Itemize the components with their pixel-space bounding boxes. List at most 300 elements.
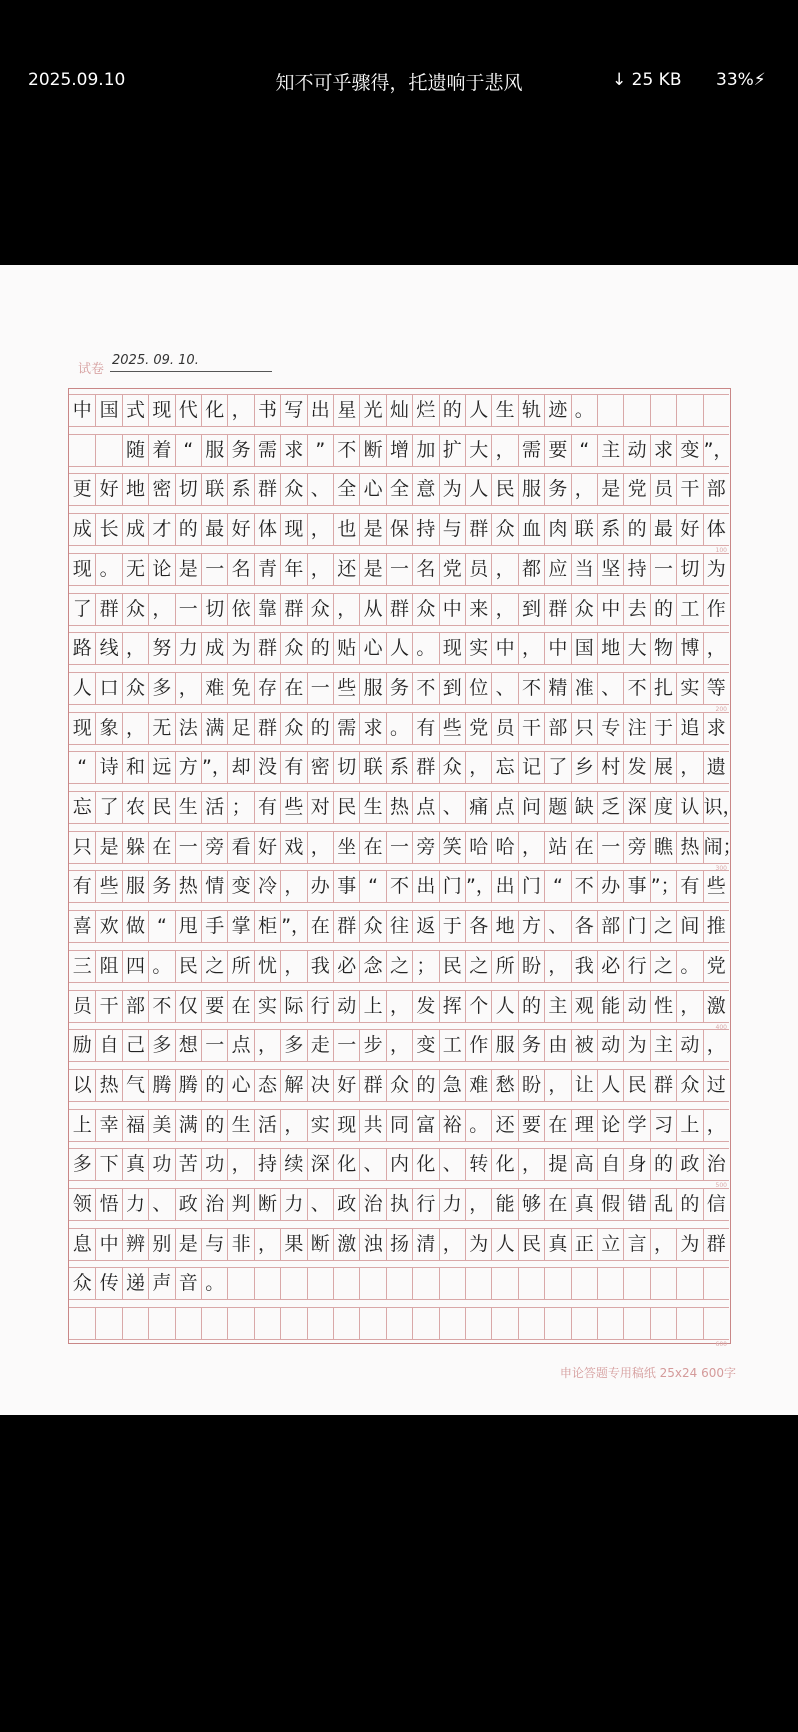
grid-cell: 是	[597, 474, 623, 505]
grid-cell	[254, 1308, 280, 1339]
grid-cell: 政	[175, 1189, 201, 1220]
grid-cell: 也	[333, 514, 359, 545]
grid-cell: 等	[703, 673, 729, 704]
grid-cell: 成	[122, 514, 148, 545]
grid-cell	[148, 1308, 174, 1339]
grid-cell: 中	[544, 633, 570, 664]
grid-cell: 群	[280, 594, 306, 625]
grid-cell: 众	[386, 1070, 412, 1101]
grid-cell: 保	[386, 514, 412, 545]
grid-cell: 在	[227, 991, 253, 1022]
grid-cell: 多	[148, 673, 174, 704]
grid-cell: 好	[227, 514, 253, 545]
grid-cell: 员	[465, 554, 491, 585]
grid-cell: 政	[333, 1189, 359, 1220]
grid-cell: 系	[597, 514, 623, 545]
grid-cell: 的	[201, 1070, 227, 1101]
grid-cell: 、	[439, 1149, 465, 1180]
grid-cell: 中	[439, 594, 465, 625]
grid-cell: 国	[95, 395, 121, 426]
grid-cell: 痛	[465, 792, 491, 823]
grid-cell: 人	[465, 395, 491, 426]
grid-cell: ，	[571, 474, 597, 505]
grid-cell: 力	[175, 633, 201, 664]
grid-cell: 化	[412, 1149, 438, 1180]
grid-cell: 好	[676, 514, 702, 545]
grid-cell: 众	[307, 594, 333, 625]
grid-cell: 断	[307, 1229, 333, 1260]
grid-cell: 去	[623, 594, 649, 625]
grid-cell: ，	[491, 594, 517, 625]
grid-cell: 群	[254, 713, 280, 744]
grid-cell: 点	[227, 1030, 253, 1061]
grid-cell: ，	[280, 951, 306, 982]
character-count-marker: 500	[715, 1182, 727, 1190]
grid-cell: 心	[359, 633, 385, 664]
grid-cell	[227, 1308, 253, 1339]
grid-cell: ”，	[703, 435, 729, 466]
grid-cell: 点	[491, 792, 517, 823]
grid-cell: ”	[307, 435, 333, 466]
grid-cell: 之	[650, 911, 676, 942]
grid-cell: 是	[95, 832, 121, 863]
grid-cell: 与	[201, 1229, 227, 1260]
grid-cell: 中	[491, 633, 517, 664]
grid-cell: 是	[359, 554, 385, 585]
grid-cell: 认	[676, 792, 702, 823]
grid-cell: 悟	[95, 1189, 121, 1220]
grid-cell: 持	[254, 1149, 280, 1180]
grid-cell: 名	[227, 554, 253, 585]
grid-cell: ，	[333, 594, 359, 625]
grid-cell: 返	[412, 911, 438, 942]
grid-cell: 实	[465, 633, 491, 664]
grid-cell: 。	[148, 951, 174, 982]
grid-cell: 盼	[518, 951, 544, 982]
writing-grid	[68, 388, 742, 1349]
grid-cell	[650, 1308, 676, 1339]
grid-cell: 上	[359, 991, 385, 1022]
grid-cell	[597, 1268, 623, 1299]
grid-cell: ，	[518, 832, 544, 863]
grid-cell: 群	[465, 514, 491, 545]
grid-cell: ，	[254, 1030, 280, 1061]
grid-cell: 与	[439, 514, 465, 545]
grid-cell: 浊	[359, 1229, 385, 1260]
grid-cell: 身	[623, 1149, 649, 1180]
grid-cell	[175, 1308, 201, 1339]
grid-cell: 三	[72, 954, 92, 977]
grid-cell: 信	[703, 1189, 729, 1220]
grid-cell: 动	[597, 1030, 623, 1061]
grid-cell: 断	[359, 435, 385, 466]
grid-cell: 发	[623, 752, 649, 783]
grid-cell	[544, 1308, 570, 1339]
grid-cell: 国	[571, 633, 597, 664]
grid-cell: ，	[676, 752, 702, 783]
grid-cell: 出	[307, 395, 333, 426]
grid-cell: “	[77, 756, 88, 779]
grid-cell: 员	[650, 474, 676, 505]
grid-cell: ，	[280, 1110, 306, 1141]
grid-cell: ，	[491, 554, 517, 585]
grid-cell: 需	[333, 713, 359, 744]
grid-cell: 远	[148, 752, 174, 783]
grid-cell: 方	[175, 752, 201, 783]
grid-cell: 于	[439, 911, 465, 942]
grid-cell: 灿	[386, 395, 412, 426]
grid-cell: 错	[623, 1189, 649, 1220]
grid-row	[69, 473, 729, 506]
grid-cell: 福	[122, 1110, 148, 1141]
grid-cell: 却	[227, 752, 253, 783]
grid-cell: 实	[254, 991, 280, 1022]
grid-cell: 的	[201, 1110, 227, 1141]
grid-cell: 随	[122, 435, 148, 466]
grid-cell: 观	[571, 991, 597, 1022]
grid-cell: 出	[491, 871, 517, 902]
grid-cell: 是	[175, 554, 201, 585]
grid-cell: 高	[571, 1149, 597, 1180]
character-count-marker: 300	[715, 864, 727, 872]
grid-cell: 精	[544, 673, 570, 704]
grid-cell: 判	[227, 1189, 253, 1220]
grid-cell: 一	[650, 554, 676, 585]
grid-row	[69, 791, 742, 824]
grid-cell: 专	[597, 713, 623, 744]
grid-cell: 上	[72, 1113, 92, 1136]
grid-cell: 书	[254, 395, 280, 426]
grid-cell: 部	[597, 911, 623, 942]
grid-cell: 党	[703, 951, 729, 982]
grid-cell: 一	[597, 832, 623, 863]
grid-row	[69, 672, 729, 713]
grid-cell: 服	[491, 1030, 517, 1061]
grid-cell: 真	[122, 1149, 148, 1180]
grid-cell: 态	[254, 1070, 280, 1101]
grid-cell	[623, 1268, 649, 1299]
grid-cell: 功	[148, 1149, 174, 1180]
grid-cell: 人	[386, 633, 412, 664]
grid-cell: 联	[571, 514, 597, 545]
grid-cell: 变	[676, 435, 702, 466]
grid-cell: 够	[518, 1189, 544, 1220]
grid-cell: ，	[148, 594, 174, 625]
grid-cell: 足	[227, 713, 253, 744]
grid-cell: 阻	[95, 951, 121, 982]
grid-cell: 才	[148, 514, 174, 545]
grid-cell: 有	[412, 713, 438, 744]
grid-cell: 转	[465, 1149, 491, 1180]
grid-cell: 情	[201, 871, 227, 902]
grid-cell: 现	[72, 716, 92, 739]
grid-cell: 在	[571, 832, 597, 863]
grid-cell: 真	[544, 1229, 570, 1260]
grid-cell: ”；	[650, 871, 676, 902]
grid-cell: 学	[623, 1110, 649, 1141]
grid-row	[69, 1267, 729, 1300]
grid-cell: 难	[201, 673, 227, 704]
grid-cell	[676, 395, 702, 426]
grid-row	[69, 1069, 729, 1102]
grid-cell: 民	[623, 1070, 649, 1101]
grid-cell: 加	[412, 435, 438, 466]
grid-cell: 间	[676, 911, 702, 942]
grid-cell: 行	[623, 951, 649, 982]
grid-cell	[597, 395, 623, 426]
grid-cell: 腾	[175, 1070, 201, 1101]
grid-cell: 盼	[518, 1070, 544, 1101]
grid-row	[69, 593, 729, 626]
grid-cell: 作	[465, 1030, 491, 1061]
grid-cell: ，	[544, 1070, 570, 1101]
grid-cell: 众	[359, 911, 385, 942]
grid-cell: 众	[439, 752, 465, 783]
grid-cell: 走	[307, 1030, 333, 1061]
grid-cell: 无	[122, 554, 148, 585]
grid-cell: 动	[333, 991, 359, 1022]
grid-cell	[254, 1268, 280, 1299]
grid-cell	[280, 1308, 306, 1339]
grid-cell: 轨	[518, 395, 544, 426]
grid-cell: 血	[518, 514, 544, 545]
grid-cell: 门	[518, 871, 544, 902]
grid-cell: 热	[386, 792, 412, 823]
grid-cell: 众	[72, 1272, 92, 1295]
character-count-marker: 400	[715, 1023, 727, 1031]
grid-cell: 需	[518, 435, 544, 466]
grid-cell: 。	[201, 1268, 227, 1299]
grid-cell: 励	[72, 1034, 92, 1057]
grid-cell: 群	[412, 752, 438, 783]
grid-cell: 热	[95, 1070, 121, 1101]
grid-cell: 注	[623, 713, 649, 744]
grid-cell: 所	[491, 951, 517, 982]
grid-row	[69, 712, 729, 745]
grid-cell: ，	[175, 673, 201, 704]
grid-row	[69, 434, 733, 467]
grid-cell: 是	[359, 514, 385, 545]
grid-cell: 缺	[571, 792, 597, 823]
grid-cell: 挥	[439, 991, 465, 1022]
grid-cell: 必	[597, 951, 623, 982]
grid-cell: 扬	[386, 1229, 412, 1260]
grid-cell: 不	[571, 871, 597, 902]
grid-cell	[465, 1268, 491, 1299]
grid-cell: 多	[280, 1030, 306, 1061]
grid-cell: 看	[227, 832, 253, 863]
grid-cell: 事	[333, 871, 359, 902]
grid-cell: 忧	[254, 951, 280, 982]
grid-cell: 遗	[703, 752, 729, 783]
grid-cell: 诗	[95, 752, 121, 783]
grid-cell	[623, 395, 649, 426]
grid-cell: ，	[465, 1189, 491, 1220]
grid-cell: 坐	[333, 832, 359, 863]
grid-cell: 动	[623, 435, 649, 466]
grid-row	[69, 751, 729, 784]
grid-cell: 忘	[72, 796, 92, 818]
grid-cell: 对	[307, 792, 333, 823]
grid-cell: 联	[359, 752, 385, 783]
grid-cell	[544, 1268, 570, 1299]
grid-cell: 习	[650, 1110, 676, 1141]
grid-cell: 求	[359, 713, 385, 744]
grid-cell: 哈	[465, 832, 491, 863]
grid-cell: “	[359, 871, 385, 902]
grid-cell: 路	[72, 637, 92, 660]
grid-cell	[491, 1308, 517, 1339]
grid-cell: 化	[201, 395, 227, 426]
grid-cell: 切	[333, 752, 359, 783]
grid-cell: 服	[201, 435, 227, 466]
grid-cell: ，	[307, 514, 333, 545]
grid-cell: 博	[676, 633, 702, 664]
grid-cell: 坚	[597, 554, 623, 585]
grid-cell: 自	[95, 1030, 121, 1061]
grid-cell: 地	[491, 911, 517, 942]
grid-cell: 有	[254, 792, 280, 823]
grid-cell: 。	[412, 633, 438, 664]
grid-cell: 体	[254, 514, 280, 545]
grid-cell: 让	[571, 1070, 597, 1101]
grid-cell: 治	[703, 1149, 729, 1180]
grid-cell: 动	[623, 991, 649, 1022]
grid-cell: 能	[491, 1189, 517, 1220]
grid-cell: 幸	[95, 1110, 121, 1141]
grid-cell	[703, 1268, 729, 1299]
grid-cell: 应	[544, 554, 570, 585]
character-count-marker: 600	[715, 1341, 727, 1349]
grid-cell: 立	[597, 1229, 623, 1260]
grid-cell: 的	[623, 514, 649, 545]
grid-cell: 工	[676, 594, 702, 625]
grid-cell: 行	[307, 991, 333, 1022]
grid-cell: 工	[439, 1030, 465, 1061]
character-count-marker: 200	[715, 705, 727, 713]
grid-cell: 现	[333, 1110, 359, 1141]
grid-cell: 口	[95, 673, 121, 704]
grid-cell: 干	[676, 474, 702, 505]
grid-cell: 各	[465, 911, 491, 942]
grid-cell: 务	[518, 1030, 544, 1061]
grid-cell: 准	[571, 673, 597, 704]
grid-cell: 群	[333, 911, 359, 942]
grid-cell: 人	[491, 991, 517, 1022]
grid-cell: 群	[359, 1070, 385, 1101]
grid-cell: 物	[650, 633, 676, 664]
grid-cell: 服	[518, 474, 544, 505]
grid-cell: 治	[201, 1189, 227, 1220]
grid-cell: 难	[465, 1070, 491, 1101]
grid-cell: ，	[307, 832, 333, 863]
grid-cell: 众	[122, 594, 148, 625]
grid-cell: 要	[544, 435, 570, 466]
grid-cell: 多	[148, 1030, 174, 1061]
grid-cell: 发	[412, 991, 438, 1022]
grid-cell: 言	[623, 1229, 649, 1260]
grid-cell: 的	[676, 1189, 702, 1220]
grid-cell: 务	[544, 474, 570, 505]
grid-cell	[518, 1308, 544, 1339]
grid-cell: 点	[412, 792, 438, 823]
grid-cell: 的	[412, 1070, 438, 1101]
grid-cell: 。	[676, 951, 702, 982]
grid-cell: 式	[122, 395, 148, 426]
grid-cell: 化	[491, 1149, 517, 1180]
grid-cell: ，	[491, 435, 517, 466]
grid-cell: 于	[650, 713, 676, 744]
grid-cell: 门	[623, 911, 649, 942]
grid-cell: 。	[386, 713, 412, 744]
grid-cell: 度	[650, 792, 676, 823]
grid-cell: 心	[359, 474, 385, 505]
grid-cell: 同	[386, 1110, 412, 1141]
grid-cell: 生	[175, 792, 201, 823]
grid-cell: 旁	[623, 832, 649, 863]
grid-cell: 己	[122, 1030, 148, 1061]
grid-cell: 求	[650, 435, 676, 466]
grid-cell: 动	[676, 1030, 702, 1061]
grid-cell: 活	[201, 792, 227, 823]
grid-cell: 忘	[491, 752, 517, 783]
grid-cell: 的	[650, 1149, 676, 1180]
grid-cell	[439, 1268, 465, 1299]
grid-cell: 务	[227, 435, 253, 466]
grid-cell: 、	[491, 673, 517, 704]
grid-cell: 为	[676, 1229, 702, 1260]
grid-cell: 民	[175, 951, 201, 982]
grid-cell: 以	[72, 1073, 92, 1096]
grid-cell	[69, 1308, 95, 1339]
grid-cell: 了	[544, 752, 570, 783]
grid-cell: 密	[307, 752, 333, 783]
grid-cell: 人	[465, 474, 491, 505]
grid-cell	[571, 1268, 597, 1299]
grid-cell: 持	[623, 554, 649, 585]
grid-cell: 笑	[439, 832, 465, 863]
grid-cell: 声	[148, 1268, 174, 1299]
grid-cell: 民	[518, 1229, 544, 1260]
grid-cell: 没	[254, 752, 280, 783]
grid-cell: ，	[465, 752, 491, 783]
grid-cell: 群	[386, 594, 412, 625]
grid-cell: 有	[280, 752, 306, 783]
grid-cell	[650, 1268, 676, 1299]
grid-cell: 题	[544, 792, 570, 823]
grid-cell: 些	[439, 713, 465, 744]
grid-cell: 更	[72, 478, 92, 501]
grid-cell: 在	[307, 911, 333, 942]
grid-cell: 实	[676, 673, 702, 704]
grid-cell: 变	[227, 871, 253, 902]
grid-cell: 戏	[280, 832, 306, 863]
grid-cell: 主	[597, 435, 623, 466]
grid-cell: ”，	[465, 871, 491, 902]
grid-cell: 之	[465, 951, 491, 982]
grid-cell: 实	[307, 1110, 333, 1141]
grid-cell: 务	[148, 871, 174, 902]
grid-cell: 递	[122, 1268, 148, 1299]
grid-cell: 群	[254, 633, 280, 664]
grid-cell: 星	[333, 395, 359, 426]
grid-cell	[95, 1308, 121, 1339]
grid-cell: 站	[544, 832, 570, 863]
grid-cell: 过	[703, 1070, 729, 1101]
grid-row	[69, 553, 729, 586]
grid-row	[69, 990, 729, 1031]
grid-cell: 众	[280, 474, 306, 505]
